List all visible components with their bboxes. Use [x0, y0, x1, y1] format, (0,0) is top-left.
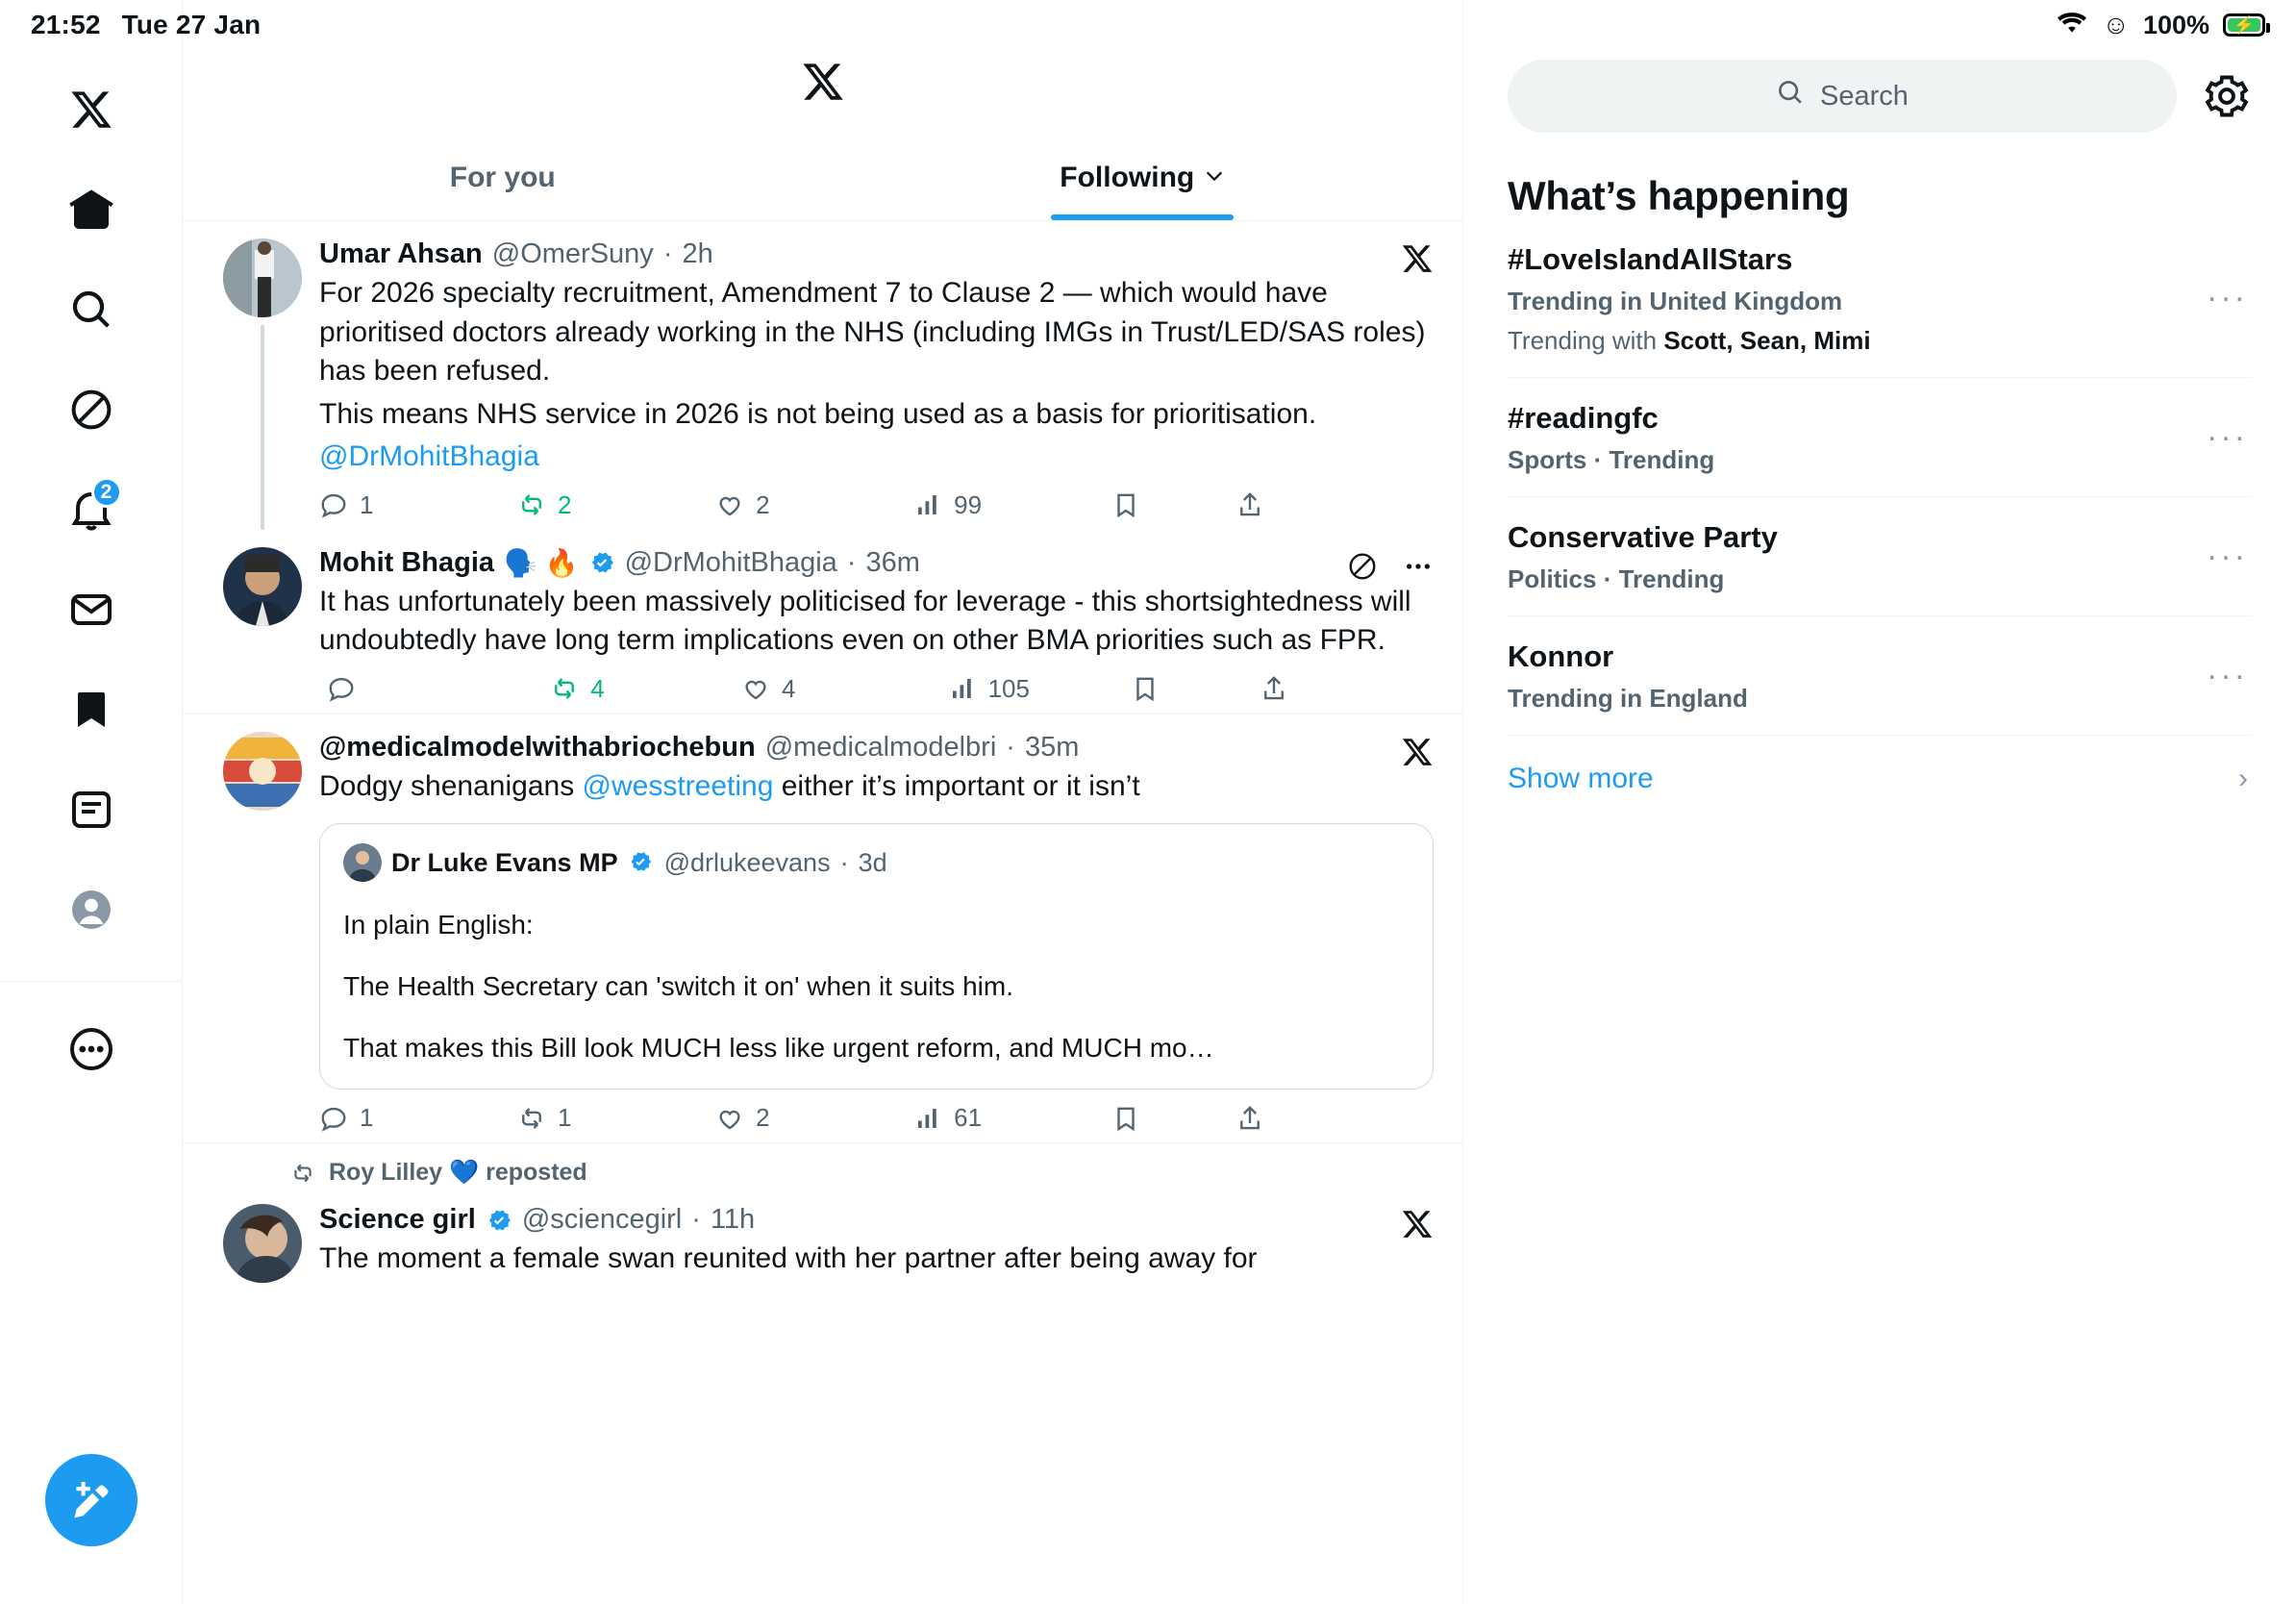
share-button[interactable]: [1235, 490, 1434, 519]
author-handle[interactable]: @OmerSuny: [491, 238, 654, 269]
tab-for-you-label: For you: [449, 161, 556, 193]
gear-icon[interactable]: [2202, 71, 2252, 121]
post-text-1: For 2026 specialty recruitment, Amendment 7 to Clause 2 — which would have prioritised doctors already working in the NHS (including IMGs in Trust/LED/SAS roles) has been refused.: [319, 277, 1426, 387]
post-time: 2h: [682, 238, 713, 269]
x-logo-icon[interactable]: [1401, 242, 1434, 280]
post-text-2: either it’s important or it isn’t: [773, 769, 1140, 802]
dot-separator: ·: [691, 1204, 701, 1236]
dot-separator: ·: [839, 847, 849, 877]
repost-count: 2: [558, 489, 572, 519]
views-button[interactable]: [913, 490, 1111, 520]
avatar-column: [212, 238, 313, 530]
status-right: [2056, 0, 2265, 50]
sidebar-item-lists[interactable]: [45, 764, 137, 856]
author-emoji: 🗣️ 🔥: [504, 547, 579, 578]
quote-author-handle[interactable]: @drlukeevans: [663, 847, 831, 877]
right-sidebar: [1463, 0, 2296, 1604]
trend-name: Conservative Party: [1508, 520, 1778, 554]
quote-line-1: In plain English:: [343, 910, 534, 940]
post-umar-ahsan[interactable]: [183, 221, 1462, 530]
repost-count: 1: [558, 1103, 572, 1133]
repost-button[interactable]: [523, 674, 720, 704]
more-options-icon[interactable]: ···: [2207, 418, 2248, 455]
views-button[interactable]: [913, 1103, 1111, 1133]
author-handle[interactable]: @medicalmodelbri: [764, 731, 997, 763]
post-time: 36m: [865, 546, 920, 578]
avatar[interactable]: [223, 547, 302, 626]
repost-button[interactable]: [517, 1103, 715, 1133]
verified-badge-icon: [628, 849, 655, 876]
grok-icon[interactable]: [1347, 551, 1378, 587]
post-topright: [1347, 551, 1434, 587]
post-actions: [319, 674, 1434, 704]
author-name[interactable]: Science girl: [319, 1204, 476, 1236]
avatar[interactable]: [223, 238, 302, 317]
reply-button[interactable]: [319, 490, 517, 520]
trend-sub: [1508, 326, 2252, 356]
like-button[interactable]: [715, 490, 913, 520]
battery-icon: ⚡: [2223, 13, 2265, 37]
post-actions: [319, 490, 1434, 520]
post-actions: [319, 1103, 1434, 1133]
post-author-row: [319, 238, 1434, 270]
timeline-column: [183, 0, 1463, 1604]
status-left: [31, 10, 261, 40]
dot-separator: ·: [662, 238, 673, 269]
sidebar-item-profile[interactable]: [45, 864, 137, 956]
compose-post-button[interactable]: [45, 1454, 137, 1546]
sidebar-item-grok[interactable]: [45, 363, 137, 456]
views-count: 61: [954, 1103, 983, 1133]
reply-button[interactable]: [327, 674, 523, 703]
reply-button[interactable]: [319, 1103, 517, 1133]
repost-count: 4: [590, 673, 605, 703]
more-options-icon[interactable]: [1403, 551, 1434, 587]
search-input[interactable]: [1508, 60, 2177, 133]
avatar[interactable]: [223, 732, 302, 811]
trend-item-0[interactable]: [1508, 219, 2252, 378]
battery-percent: 100%: [2142, 10, 2209, 39]
dot-separator: ·: [846, 546, 857, 578]
wifi-icon: [2056, 10, 2088, 41]
post-mention[interactable]: @DrMohitBhagia: [319, 440, 539, 472]
reply-count: 1: [360, 1103, 374, 1133]
post-time: 35m: [1024, 731, 1080, 763]
post-topright: [1401, 1208, 1434, 1245]
post-body: [313, 1204, 1434, 1289]
quote-line-2: The Health Secretary can 'switch it on' when it suits him.: [343, 970, 1013, 1001]
post-text-1: Dodgy shenanigans: [319, 769, 583, 802]
tab-following[interactable]: [823, 135, 1463, 220]
author-handle[interactable]: @DrMohitBhagia: [624, 546, 837, 578]
quote-avatar[interactable]: [343, 843, 382, 882]
like-count: 2: [756, 1103, 770, 1133]
sidebar-item-messages[interactable]: [45, 564, 137, 656]
show-more-button[interactable]: [1508, 736, 2252, 795]
chevron-down-icon: [1204, 162, 1225, 194]
x-logo-header: [801, 60, 845, 104]
repost-by-label: Roy Lilley 💙 reposted: [329, 1159, 587, 1187]
post-time: 11h: [710, 1204, 756, 1236]
post-author-row: [319, 1204, 1434, 1236]
avatar[interactable]: [223, 1204, 302, 1283]
search-placeholder: Search: [1820, 80, 1909, 112]
post-body: [313, 732, 1434, 1143]
author-name[interactable]: Mohit Bhagia: [319, 546, 495, 578]
post-medicalmodel[interactable]: [183, 714, 1462, 1144]
views-count: 99: [954, 489, 983, 519]
quote-line-3: That makes this Bill look MUCH less like urgent reform, and MUCH mo…: [343, 1032, 1214, 1063]
trend-item-1[interactable]: [1508, 378, 2252, 497]
timeline-tabs: [183, 135, 1462, 221]
notification-badge: 2: [91, 477, 122, 508]
nav-divider: [0, 981, 183, 982]
avatar-column: [212, 1204, 313, 1289]
x-logo-icon[interactable]: [1401, 1208, 1434, 1245]
trend-name: #LoveIslandAllStars: [1508, 242, 1793, 276]
more-options-icon[interactable]: ···: [2207, 538, 2248, 574]
x-logo-icon[interactable]: [1401, 736, 1434, 773]
post-body: [313, 547, 1434, 714]
trend-item-2[interactable]: [1508, 497, 2252, 616]
status-time: 21:52: [31, 10, 101, 39]
repost-button[interactable]: [517, 490, 715, 520]
share-button[interactable]: [1236, 674, 1434, 703]
sidebar-item-bookmarks[interactable]: [45, 664, 137, 756]
sidebar-nav: [0, 0, 183, 1604]
post-mohit-bhagia[interactable]: [183, 530, 1462, 714]
author-name[interactable]: @medicalmodelwithabriochebun: [319, 731, 756, 763]
post-text-1: The moment a female swan reunited with her partner after being away for: [319, 1242, 1258, 1275]
post-topright: [1401, 242, 1434, 280]
bookmark-button[interactable]: [1113, 674, 1236, 703]
status-date: Tue 27 Jan: [121, 10, 262, 39]
reply-count: 1: [360, 489, 374, 519]
quote-author-row: [343, 843, 1410, 882]
face-id-icon: ☺: [2102, 10, 2130, 39]
post-mention[interactable]: @wesstreeting: [582, 769, 774, 802]
more-options-icon[interactable]: ···: [2207, 279, 2248, 316]
bookmark-button[interactable]: [1111, 490, 1235, 519]
avatar-column: [212, 547, 313, 714]
views-button[interactable]: [917, 674, 1114, 704]
sidebar-item-search[interactable]: [45, 263, 137, 356]
post-author-row: [319, 732, 1434, 764]
dot-separator: ·: [1006, 731, 1015, 763]
post-text-2: This means NHS service in 2026 is not being used as a basis for prioritisation.: [319, 397, 1317, 430]
repost-header: [183, 1143, 1462, 1187]
sidebar-item-home[interactable]: [45, 163, 137, 256]
whats-happening-title: What’s happening: [1508, 173, 1850, 218]
sidebar-item-notifications[interactable]: [45, 464, 137, 556]
share-button[interactable]: [1235, 1104, 1434, 1133]
verified-badge-icon: [588, 549, 615, 576]
trend-meta: Politics · Trending: [1508, 564, 1725, 593]
trend-item-3[interactable]: [1508, 616, 2252, 736]
more-options-icon[interactable]: ···: [2207, 657, 2248, 693]
post-science-girl[interactable]: [183, 1187, 1462, 1289]
x-logo[interactable]: [45, 63, 137, 156]
post-topright: [1401, 736, 1434, 773]
author-handle[interactable]: @sciencegirl: [521, 1204, 683, 1236]
trend-sub-people: Scott, Sean, Mimi: [1663, 326, 1871, 355]
sidebar-item-more[interactable]: [45, 1003, 137, 1095]
tab-for-you[interactable]: [183, 135, 823, 220]
author-name[interactable]: Umar Ahsan: [319, 238, 483, 269]
like-count: 4: [781, 673, 796, 703]
like-count: 2: [756, 489, 770, 519]
avatar-column: [212, 732, 313, 1143]
post-body: [313, 238, 1434, 530]
post-text: [319, 767, 1434, 807]
quote-time: 3d: [858, 847, 887, 877]
status-bar: [0, 0, 2296, 50]
trend-meta: Trending in England: [1508, 684, 1748, 713]
trend-name: #readingfc: [1508, 401, 1659, 435]
quote-author-name[interactable]: Dr Luke Evans MP: [391, 847, 618, 877]
bookmark-button[interactable]: [1111, 1104, 1235, 1133]
post-text-1: It has unfortunately been massively politicised for leverage - this shortsightedness will undoubtedly have long term implications even on other BMA priorities such as FPR.: [319, 585, 1411, 656]
tab-following-label: Following: [1060, 161, 1195, 193]
verified-badge-icon: [486, 1207, 512, 1234]
chevron-right-icon: ›: [2238, 763, 2248, 794]
search-icon: [1776, 78, 1805, 114]
trend-sub-prefix: Trending with: [1508, 326, 1664, 355]
thread-connector: [261, 325, 264, 530]
quoted-post[interactable]: [319, 823, 1434, 1090]
show-more-label: Show more: [1508, 763, 1654, 794]
like-button[interactable]: [720, 674, 917, 704]
post-author-row: [319, 547, 1434, 579]
trend-meta: Sports · Trending: [1508, 445, 1715, 474]
views-count: 105: [987, 673, 1030, 703]
trend-name: Konnor: [1508, 639, 1614, 673]
like-button[interactable]: [715, 1103, 913, 1133]
trend-meta: Trending in United Kingdom: [1508, 287, 1843, 315]
